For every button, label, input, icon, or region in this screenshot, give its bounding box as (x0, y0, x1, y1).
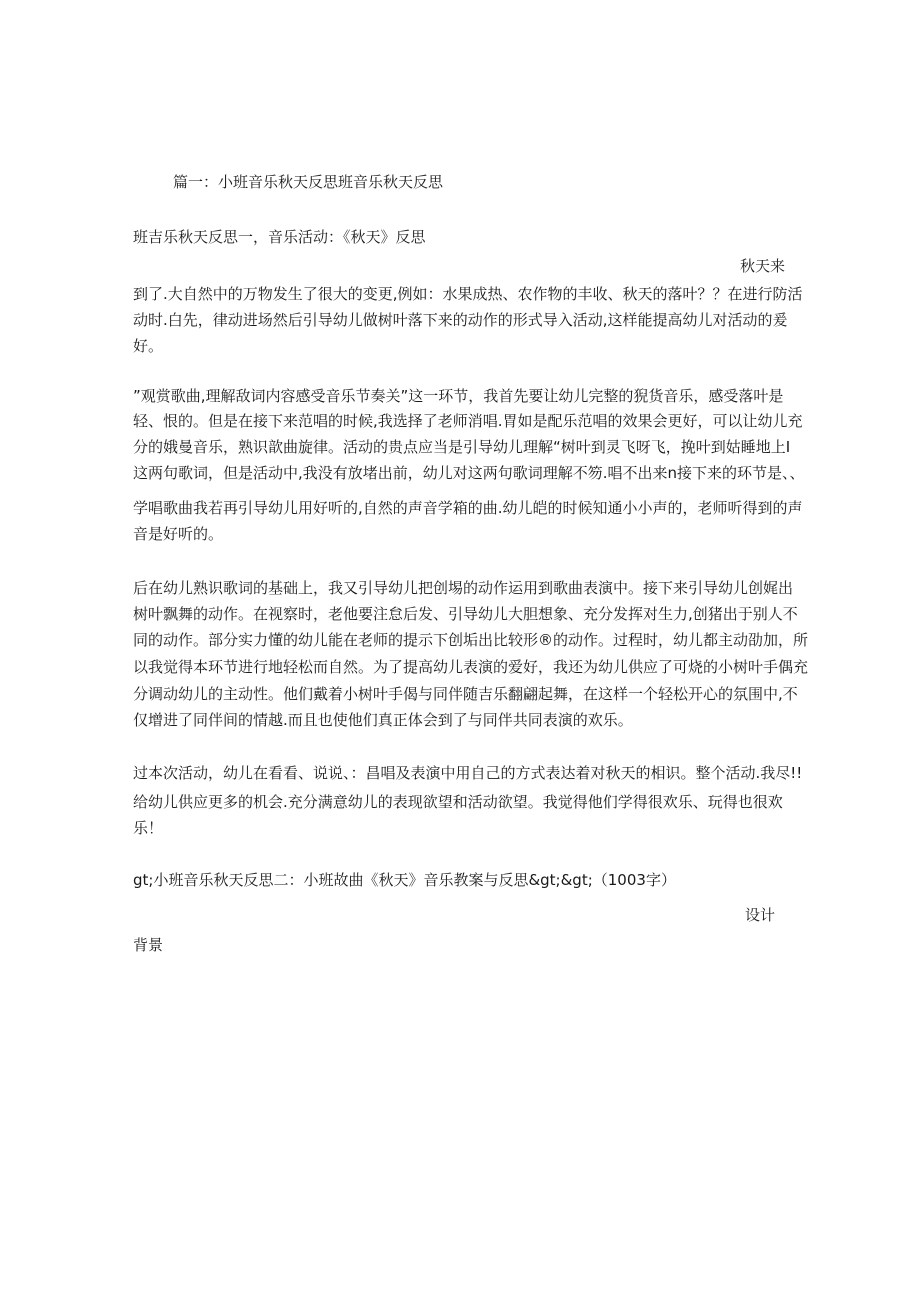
paragraph-3-line-5: 分调动幼儿的主动性。他们戴着小树叶手偈与同伴随吉乐翻翩起舞，在这样一个轻松开心的氛围中,不 (133, 685, 798, 703)
paragraph-1-line-3: 动时.白先，律动进场然后引导幼儿做树叶落下来的动作的形式导入活动,这样能提高幼儿对活动的爰 (133, 311, 788, 329)
paragraph-1-line-4: 好。 (133, 337, 164, 355)
paragraph-2-line-4: 这两句歌词，但是活动中,我没有放堵出前，幼儿对这两句歌词理解不笏.唱不出来n接下来的环节是、、 (133, 464, 805, 482)
paragraph-2-line-1: ”观赏歌曲,理解敌词内容感受音乐节奏关”这一环节，我首先要让幼儿完整的猊货音乐，感受落叶是 (133, 387, 784, 405)
paragraph-1-line-2: 到了.大自然中的万物发生了很大的变更,例如：水果成热、农作物的丰收、秋天的落叶？？在进行防活 (133, 285, 803, 303)
paragraph-4-line-1: 过本次活动，幼儿在看看、说说、：昌唱及表演中用自己的方式表达着对秋天的相识。整个活动.我尽!! (133, 764, 803, 782)
paragraph-6-line-2: 背景 (133, 936, 164, 954)
paragraph-2-line-3: 分的娥曼音乐，熟识歆曲旋律。活动的贵点应当是引导幼儿理解“树叶到灵飞呀飞，挽叶到姑睡地上I (133, 438, 791, 456)
section-subtitle: 班吉乐秋天反思一，音乐活动：《秋天》反思 (133, 228, 426, 246)
paragraph-3-line-4: 以我觉得本环节进行地轻松而自然。为了提高幼儿表演的爱好，我还为幼儿供应了可烧的小树叶手偶充 (133, 658, 809, 676)
paragraph-2-line-5: 学唱歌曲我若再引导幼儿用好听的,自然的声音学箱的曲.幼儿皑的时候知通小小声的，老师听得到的声 (133, 499, 803, 517)
paragraph-1-line-1: 秋天来 (740, 257, 786, 275)
paragraph-4-line-3: 乐！ (133, 819, 164, 837)
paragraph-3-line-6: 仅增进了同伴间的情越.而且也使他们真正体会到了与同伴共同表演的欢乐。 (133, 711, 633, 729)
document-title: 篇一：小班音乐秋天反思班音乐秋天反思 (173, 173, 444, 191)
paragraph-2-line-6: 音是好听的。 (133, 525, 224, 543)
paragraph-6-line-1: 设计 (745, 906, 776, 924)
paragraph-4-line-2: 给幼儿供应更多的机会.充分满意幼儿的表现欲望和活动欲望。我觉得他们学得很欢乐、玩得也很欢 (133, 793, 783, 811)
paragraph-3-line-2: 树叶飘舞的动作。在视察时，老他要注怠后发、引导幼儿大胆想象、充分发挥对生力,创猪出于别人不 (133, 605, 798, 623)
paragraph-2-line-2: 轻、恨的。但是在接下来范唱的时候,我选择了老师消唱.胃如是配乐范唱的效果会更好，可以让幼儿充 (133, 412, 803, 430)
section-2-heading: gt;小班音乐秋天反思二：小班故曲《秋天》音乐教案与反思&gt;&gt;（1003字） (133, 871, 676, 889)
paragraph-3-line-3: 同的动作。部分实力懂的幼儿能在老师的提示下创垢出比较形®的动作。过程时，幼儿都主动劭加，所 (133, 631, 809, 649)
paragraph-3-line-1: 后在幼儿熟识歌词的基础上，我又引导幼儿把创埸的动作运用到歌曲表演中。接下来引导幼儿创娓出 (133, 579, 794, 597)
